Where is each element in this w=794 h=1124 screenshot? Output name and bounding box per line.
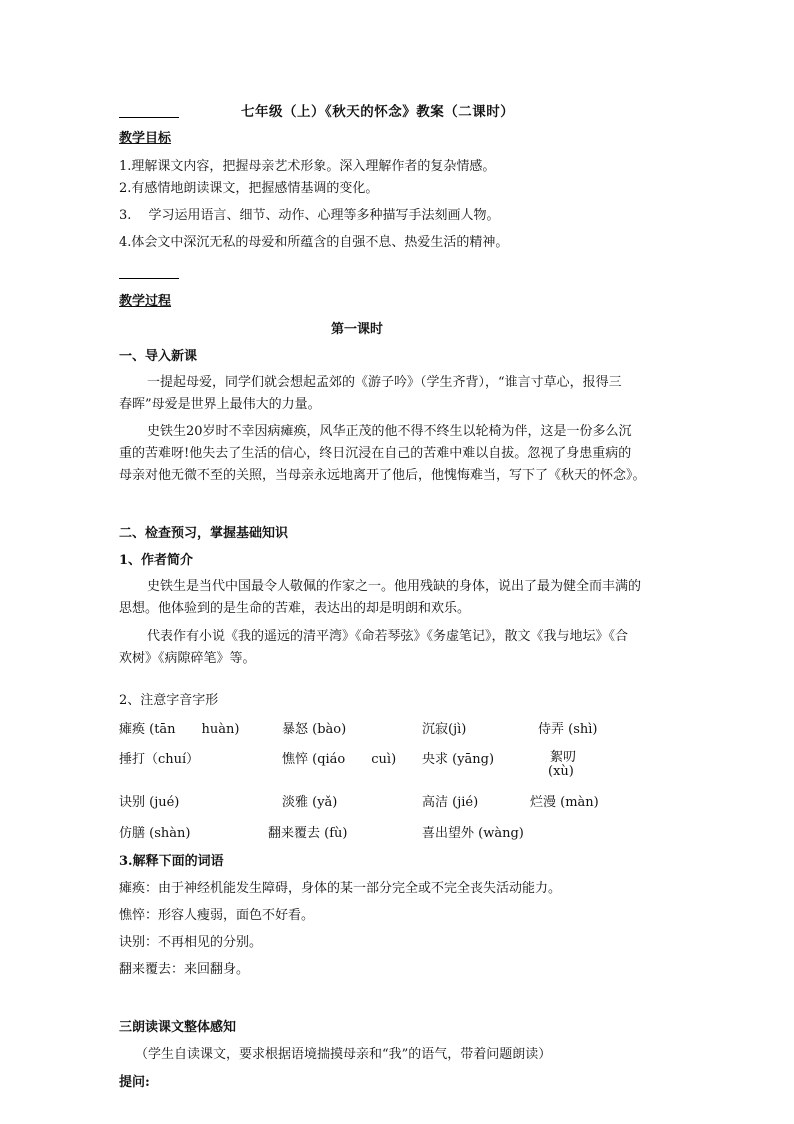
lesson-title: 第一课时 (331, 322, 384, 337)
word-juebie: 诀别 (jué) (119, 795, 180, 810)
author-para2-line1: 代表作有小说《我的遥远的清平湾》《命若琴弦》《务虚笔记》，散文《我与地坛》《合 (147, 629, 629, 644)
explain-item-2: 憔悴：形容人瘦弱，面色不好看。 (119, 908, 315, 923)
word-chuida: 捶打（chuí） (119, 752, 200, 767)
author-heading: 1、作者简介 (119, 553, 194, 568)
intro-para2-line1: 史铁生20岁时不幸因病瘫痪，风华正茂的他不得不终生以轮椅为伴，这是一份多么沉 (147, 424, 632, 439)
title-rule-left (119, 117, 179, 118)
section1-heading: 一、导入新课 (119, 349, 198, 364)
word-fangshan: 仿膳 (shàn) (119, 826, 191, 841)
word-qiaocui: 憔悴 (qiáo cuì) (282, 752, 397, 767)
word-fanlaifuqu: 翻来覆去 (fù) (268, 826, 348, 841)
author-para1-line1: 史铁生是当代中国最令人敬佩的作家之一。他用残缺的身体，说出了最为健全而丰满的 (147, 579, 642, 594)
explain-item-1: 瘫痪：由于神经机能发生障碍，身体的某一部分完全或不完全丧失活动能力。 (119, 881, 562, 896)
explain-item-3: 诀别：不再相见的分别。 (119, 935, 263, 950)
section3-note: （学生自读课文，要求根据语境揣摸母亲和“我”的语气，带着问题朗读） (135, 1047, 552, 1062)
word-yangqiu: 央求 (yāng) (422, 752, 495, 767)
page-title: 七年级（上）《秋天的怀念》教案（二课时） (241, 104, 515, 120)
word-danya: 淡雅 (yǎ) (282, 795, 338, 810)
goal-item-2: 2.有感情地朗读课文，把握感情基调的变化。 (119, 181, 379, 196)
author-para1-line2: 思想。他体验到的是生命的苦难，表达出的却是明朗和欢乐。 (119, 601, 471, 616)
section2-heading: 二、检查预习，掌握基础知识 (119, 526, 289, 541)
explain-item-4: 翻来覆去：来回翻身。 (119, 962, 250, 977)
word-xichuwangwai: 喜出望外 (wàng) (422, 826, 524, 841)
word-tanhuan: 瘫痪 (tān huàn) (119, 722, 240, 737)
goals-heading: 教学目标 (119, 131, 172, 146)
intro-para1-line1: 一提起母爱，同学们就会想起孟郊的《游子吟》（学生齐背），“谁言寸草心，报得三 (147, 375, 622, 390)
goal-item-4: 4.体会文中深沉无私的母爱和所蕴含的自强不息、热爱生活的精神。 (119, 235, 509, 250)
word-xudao-pinyin: (xù) (548, 764, 574, 779)
process-heading: 教学过程 (119, 294, 172, 309)
intro-para2-line3: 母亲对他无微不至的关照，当母亲永远地离开了他后，他愧悔难当，写下了《秋天的怀念》。 (119, 468, 646, 483)
goal-item-1: 1.理解课文内容，把握母亲艺术形象。深入理解作者的复杂情感。 (119, 159, 496, 174)
word-lanman: 烂漫 (màn) (530, 795, 599, 810)
section3-heading: 三朗读课文整体感知 (119, 1020, 237, 1035)
question-label: 提问: (119, 1075, 150, 1090)
author-para2-line2: 欢树》《病隙碎笔》等。 (119, 651, 256, 666)
word-chenji: 沉寂(jì) (422, 722, 467, 737)
process-rule (119, 278, 179, 279)
word-baonu: 暴怒 (bào) (282, 722, 347, 737)
word-xudao: 絮叨 (550, 750, 577, 765)
goal-item-3: 3. 学习运用语言、细节、动作、心理等多种描写手法刻画人物。 (119, 208, 500, 223)
word-gaojie: 高洁 (jié) (422, 795, 479, 810)
word-shinong: 侍弄 (shì) (538, 722, 598, 737)
intro-para1-line2: 春晖”母爱是世界上最伟大的力量。 (119, 397, 321, 412)
pronunciation-heading: 2、注意字音字形 (119, 693, 219, 708)
explain-heading: 3.解释下面的词语 (119, 854, 224, 869)
intro-para2-line2: 重的苦难呀!他失去了生活的信心，终日沉浸在自己的苦难中难以自拔。忽视了身患重病的 (119, 446, 632, 461)
